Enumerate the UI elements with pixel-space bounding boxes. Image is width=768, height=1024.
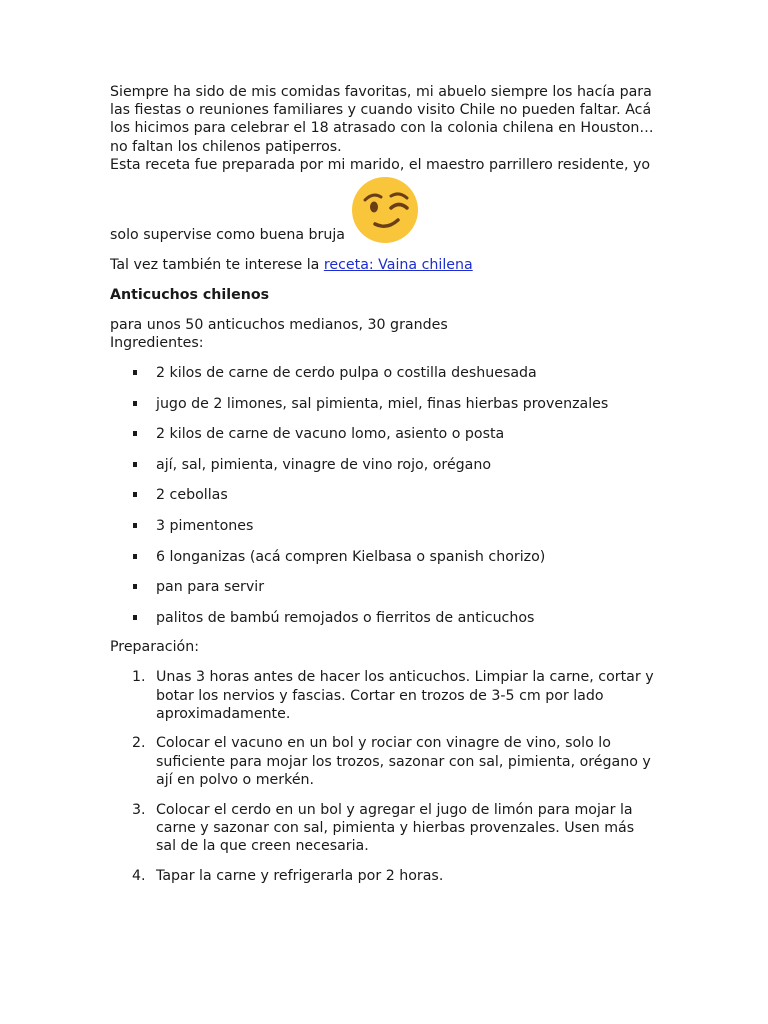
steps-list xyxy=(110,668,670,885)
portions-text: para unos 50 anticuchos medianos, 30 grandes xyxy=(110,317,448,334)
ingredient-text: 3 pimentones xyxy=(156,517,254,534)
document-page xyxy=(110,83,670,896)
ingredient-text: 2 kilos de carne de cerdo pulpa o costilla deshuesada xyxy=(156,365,537,382)
step-item xyxy=(110,734,670,789)
ingredient-text: palitos de bambú remojados o fierritos de anticuchos xyxy=(156,609,535,626)
wink-line xyxy=(110,176,670,244)
intro-line: las fiestas o reuniones familiares y cuando visito Chile no pueden faltar. Acá xyxy=(110,102,652,119)
recipe-title: Anticuchos chilenos xyxy=(110,287,270,304)
ingredient-text: 2 kilos de carne de vacuno lomo, asiento o posta xyxy=(156,426,505,443)
step-line: sal de la que creen necesaria. xyxy=(156,837,369,854)
step-line: Unas 3 horas antes de hacer los anticuchos. Limpiar la carne, cortar y xyxy=(156,669,654,686)
ingredient-text: 6 longanizas (acá compren Kielbasa o spanish chorizo) xyxy=(156,548,546,565)
ingredient-text: jugo de 2 limones, sal pimienta, miel, finas hierbas provenzales xyxy=(156,395,609,412)
step-number: 4. xyxy=(132,867,146,884)
step-line: Colocar el cerdo en un bol y agregar el jugo de limón para mojar la xyxy=(156,801,633,818)
step-line: Colocar el vacuno en un bol y rociar con vinagre de vino, solo lo xyxy=(156,735,611,752)
preparation-label: Preparación: xyxy=(110,639,199,656)
intro-line: Siempre ha sido de mis comidas favoritas, mi abuelo siempre los hacía para xyxy=(110,84,652,100)
step-number: 1. xyxy=(132,669,146,686)
wink-text: solo supervise como buena bruja xyxy=(110,227,346,244)
step-item xyxy=(110,668,670,723)
bullet-icon xyxy=(133,431,137,436)
bullet-icon xyxy=(133,492,137,497)
ingredient-item xyxy=(110,548,670,566)
winking-face-icon xyxy=(351,176,419,244)
step-line: Tapar la carne y refrigerarla por 2 horas. xyxy=(156,867,444,884)
step-line: carne y sazonar con sal, pimienta y hierbas provenzales. Usen más xyxy=(156,819,635,836)
related-prefix: Tal vez también te interese la xyxy=(110,257,324,274)
bullet-icon xyxy=(133,523,137,528)
ingredient-item xyxy=(110,609,670,627)
bullet-icon xyxy=(133,584,137,589)
bullet-icon xyxy=(133,615,137,620)
bullet-icon xyxy=(133,462,137,467)
ingredient-item xyxy=(110,578,670,596)
ingredient-item xyxy=(110,425,670,443)
ingredients-list xyxy=(110,364,670,627)
bullet-icon xyxy=(133,401,137,406)
ingredient-text: pan para servir xyxy=(156,579,265,596)
intro-line: los hicimos para celebrar el 18 atrasado con la colonia chilena en Houston… xyxy=(110,120,654,137)
intro-line: Esta receta fue preparada por mi marido, el maestro parrillero residente, yo xyxy=(110,156,651,173)
related-recipe-link[interactable]: receta: Vaina chilena xyxy=(323,257,473,274)
ingredient-item xyxy=(110,395,670,413)
intro-paragraph xyxy=(110,83,670,174)
portions-block xyxy=(110,316,670,352)
ingredient-text: 2 cebollas xyxy=(156,487,228,504)
intro-line: no faltan los chilenos patiperros. xyxy=(110,138,342,155)
ingredient-item xyxy=(110,517,670,535)
step-line: ají en polvo o merkén. xyxy=(156,771,315,788)
ingredient-text: ají, sal, pimienta, vinagre de vino rojo, orégano xyxy=(156,456,492,473)
ingredients-label: Ingredientes: xyxy=(110,335,204,352)
step-line: aproximadamente. xyxy=(156,705,291,722)
ingredient-item xyxy=(110,486,670,504)
ingredient-item xyxy=(110,456,670,474)
step-item xyxy=(110,867,670,885)
ingredient-item xyxy=(110,364,670,382)
step-line: botar los nervios y fascias. Cortar en trozos de 3-5 cm por lado xyxy=(156,687,604,704)
step-line: suficiente para mojar los trozos, sazonar con sal, pimienta, orégano y xyxy=(156,753,651,770)
bullet-icon xyxy=(133,554,137,559)
step-item xyxy=(110,801,670,856)
step-number: 3. xyxy=(132,801,146,818)
related-recipe-line xyxy=(110,256,670,274)
step-number: 2. xyxy=(132,735,146,752)
bullet-icon xyxy=(133,370,137,375)
